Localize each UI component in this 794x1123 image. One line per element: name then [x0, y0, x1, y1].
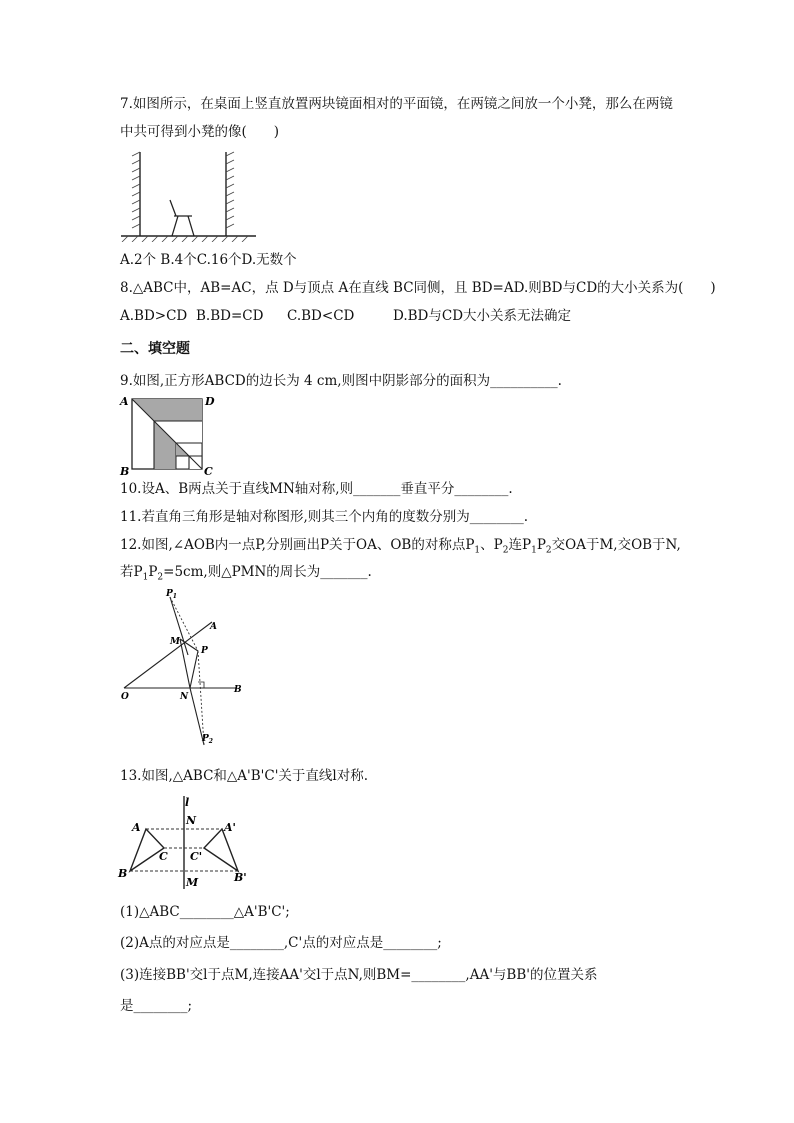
- section-title: 二、填空题: [120, 341, 190, 357]
- ray-oa: [124, 622, 212, 688]
- q12-stem-line1: 12.如图,∠AOB内一点P,分别画出P关于OA、OB的对称点$P_1$、$P_2$连$P_1P_2$交OA于M,交OB于N,: [120, 537, 681, 556]
- q8-option-c: C.BD<CD: [287, 308, 355, 324]
- q9-label-a: A: [120, 395, 129, 408]
- q13-stem: 13.如图,△ABC和△A'B'C'关于直线l对称.: [120, 768, 369, 784]
- svg-text:P2: [201, 734, 213, 745]
- q13-label-n: N: [186, 814, 197, 827]
- q12-label-p2-sub: 2: [208, 738, 213, 745]
- seg-p-n: [190, 651, 198, 688]
- q11-stem: 11.若直角三角形是轴对称图形,则其三个内角的度数分别为________.: [120, 509, 529, 525]
- q12-label-p2: P: [202, 734, 209, 744]
- q9-label-d: D: [205, 395, 215, 408]
- q8-option-a: A.BD>CD: [120, 308, 188, 324]
- q7-stem-line2: 中共可得到小凳的像( ): [120, 124, 280, 140]
- q12-angle-figure: [116, 585, 256, 750]
- q7-options: A.2个 B.4个C.16个D.无数个: [120, 252, 297, 268]
- q12-label-n: N: [180, 692, 189, 702]
- q9-square-figure: [116, 393, 216, 477]
- triangle-a2b2c2: [204, 829, 238, 871]
- seg-m-p: [180, 639, 198, 651]
- q8-option-d: D.BD与CD大小关系无法确定: [393, 308, 572, 324]
- svg-text:P1: [165, 589, 177, 600]
- q13-sub1: (1)△ABC________△A'B'C';: [120, 904, 290, 920]
- q13-label-b-prime: B': [234, 871, 247, 884]
- q13-label-a-prime: A': [224, 821, 236, 834]
- q12-label-b: B: [234, 685, 242, 695]
- q10-stem: 10.设A、B两点关于直线MN轴对称,则_______垂直平分________.: [120, 481, 513, 497]
- q12-label-p: P: [201, 646, 208, 656]
- q13-label-m: M: [186, 876, 199, 889]
- q12-label-p1-sub: 1: [172, 593, 177, 600]
- q12-label-a: A: [210, 622, 217, 632]
- q8-stem: 8.△ABC中，AB=AC，点 D与顶点 A在直线 BC同侧，且 BD=AD.则BD与CD的大小关系为( ): [120, 280, 716, 296]
- q12-label-o: O: [121, 692, 129, 702]
- q7-mirror-figure: [118, 150, 258, 242]
- stool-icon: [170, 200, 194, 236]
- q9-label-c: C: [204, 465, 213, 477]
- q13-label-c: C: [159, 850, 168, 863]
- q7-stem-line1: 7.如图所示，在桌面上竖直放置两块镜面相对的平面镜，在两镜之间放一个小凳，那么在两镜: [120, 96, 673, 112]
- q13-sub3-cont: 是________;: [120, 998, 193, 1014]
- q13-symmetry-figure: [116, 793, 256, 893]
- q8-option-b: B.BD=CD: [196, 308, 264, 324]
- q12-label-m: M: [170, 637, 180, 647]
- q13-sub2: (2)A点的对应点是________,C'点的对应点是________;: [120, 935, 442, 951]
- q13-label-l: l: [185, 796, 190, 809]
- q13-sub3: (3)连接BB'交l于点M,连接AA'交l于点N,则BM=________,AA'与BB'的位置关系: [120, 967, 598, 983]
- q13-label-a: A: [132, 821, 141, 834]
- q12-stem-line2: 若$P_1P_2=5cm$,则△PMN的周长为_______.: [120, 564, 372, 583]
- q13-label-c-prime: C': [190, 850, 203, 863]
- q9-label-b: B: [120, 465, 130, 477]
- q13-label-b: B: [118, 867, 128, 880]
- q12-label-p1: P: [166, 589, 173, 599]
- q9-stem: 9.如图,正方形ABCD的边长为 4 cm,则图中阴影部分的面积为__________.: [120, 373, 562, 389]
